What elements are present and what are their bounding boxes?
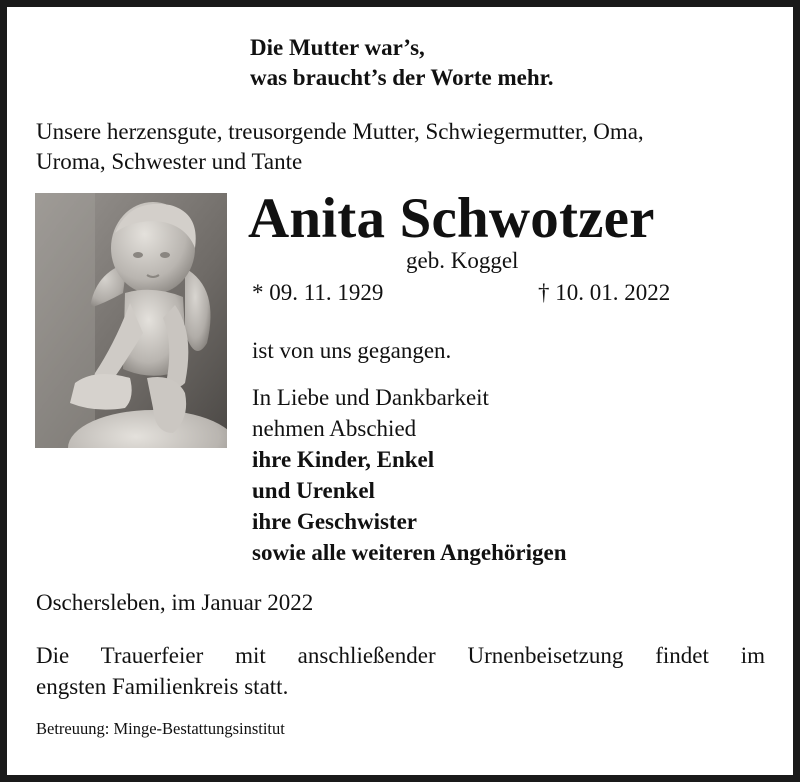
ceremony-notice bbox=[36, 640, 765, 702]
motto-line-1: Die Mutter war’s, bbox=[250, 35, 425, 60]
mourners-line-4: sowie alle weiteren Angehörigen bbox=[252, 540, 567, 565]
farewell-line-1: In Liebe und Dankbarkeit bbox=[252, 385, 489, 410]
mourners-line-1: ihre Kinder, Enkel bbox=[252, 447, 435, 472]
notice-line-2: engsten Familienkreis statt. bbox=[36, 674, 289, 699]
deceased-name: Anita Schwotzer bbox=[248, 187, 655, 250]
farewell-line-2: nehmen Abschied bbox=[252, 416, 417, 441]
funeral-home-credit: Betreuung: Minge-Bestattungsinstitut bbox=[36, 719, 285, 738]
mourners-line-3: ihre Geschwister bbox=[252, 509, 418, 534]
birth-name: geb. Koggel bbox=[406, 248, 519, 273]
passing-text: ist von uns gegangen. bbox=[252, 338, 452, 363]
mourners-line-2: und Urenkel bbox=[252, 478, 375, 503]
notice-line-1: Die Trauerfeier mit anschließender Urnenbeisetzung findet im bbox=[36, 643, 765, 668]
birth-date: * 09. 11. 1929 bbox=[252, 280, 384, 305]
motto-line-2: was braucht’s der Worte mehr. bbox=[250, 65, 554, 90]
intro-line-2: Uroma, Schwester und Tante bbox=[36, 149, 303, 174]
place-date: Oschersleben, im Januar 2022 bbox=[36, 590, 314, 615]
intro-line-1: Unsere herzensgute, treusorgende Mutter, Schwiegermutter, Oma, bbox=[36, 119, 644, 144]
death-date: † 10. 01. 2022 bbox=[538, 280, 671, 305]
angel-statue-photo bbox=[35, 193, 227, 448]
